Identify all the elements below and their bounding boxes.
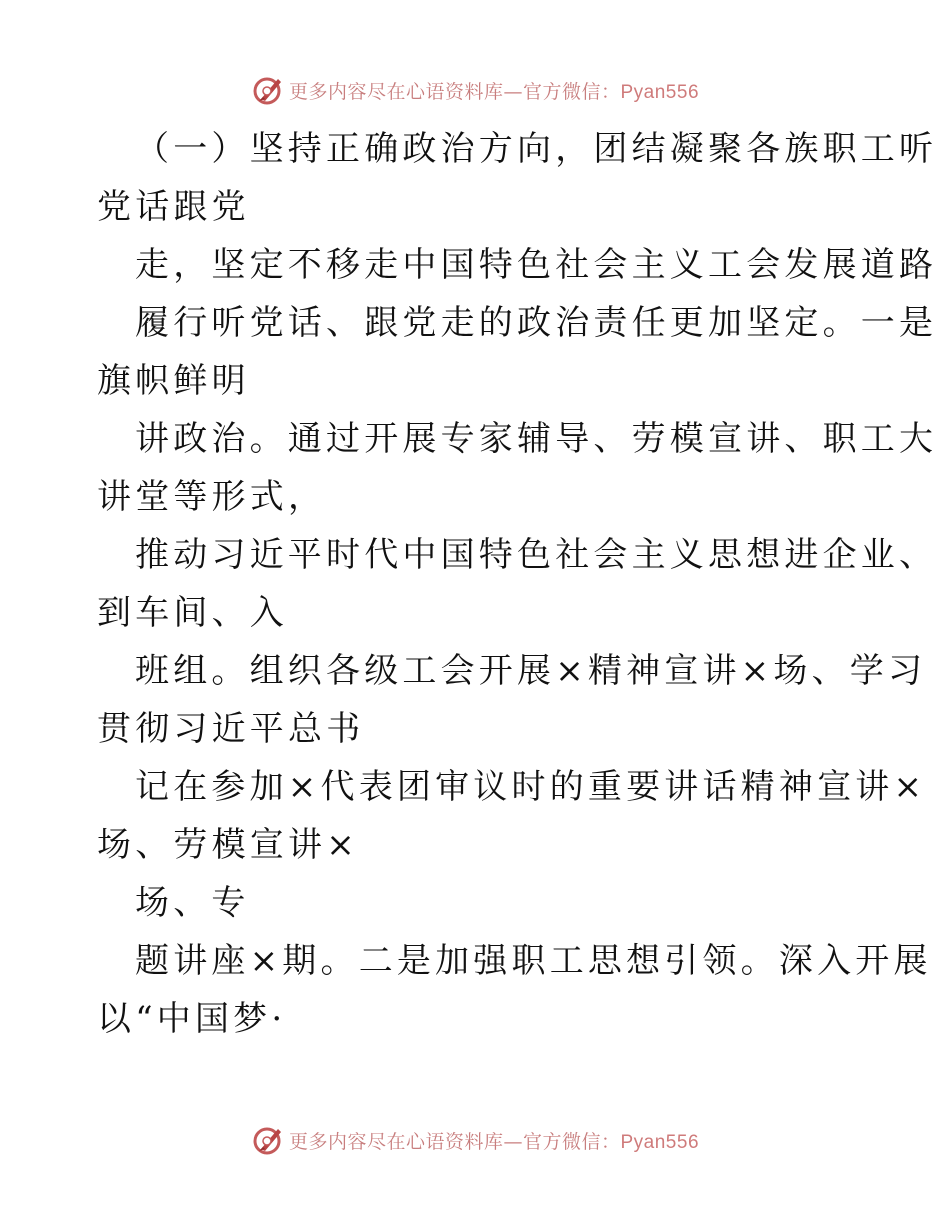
text-line: 旗帜鲜明: [97, 361, 250, 401]
text-line: 贯彻习近平总书: [97, 709, 365, 749]
text-line: 题讲座×期。二是加强职工思想引领。深入开展: [135, 941, 932, 981]
text-line: 场、劳模宣讲×: [97, 825, 359, 865]
watermark-account: Pyan556: [620, 1131, 700, 1153]
quill-logo-icon: [251, 73, 285, 107]
text-line: 走，坚定不移走中国特色社会主义工会发展道路: [135, 245, 938, 285]
footer-watermark: [0, 1120, 950, 1160]
watermark-text: [289, 1127, 699, 1154]
text-line: 到车间、入: [97, 593, 288, 633]
text-line: 以“中国梦·: [97, 999, 287, 1039]
quill-logo-icon: [251, 1123, 285, 1157]
watermark-text: [289, 77, 699, 104]
watermark-label: 更多内容尽在心语资料库—官方微信：: [288, 80, 621, 103]
text-line: 讲堂等形式，: [97, 477, 327, 517]
text-line: 履行听党话、跟党走的政治责任更加坚定。一是: [135, 303, 938, 343]
text-line: 记在参加×代表团审议时的重要讲话精神宣讲×: [135, 767, 927, 807]
watermark-label: 更多内容尽在心语资料库—官方微信：: [288, 1130, 621, 1153]
text-line: （一）坚持正确政治方向，团结凝聚各族职工听: [135, 129, 938, 169]
text-line: 场、专: [135, 883, 250, 923]
text-line: 推动习近平时代中国特色社会主义思想进企业、: [135, 535, 938, 575]
header-watermark: [0, 70, 950, 110]
watermark-account: Pyan556: [620, 81, 700, 103]
text-line: 党话跟党: [97, 187, 250, 227]
text-line: 班组。组织各级工会开展×精神宣讲×场、学习: [135, 651, 927, 691]
text-line: 讲政治。通过开展专家辅导、劳模宣讲、职工大: [135, 419, 938, 459]
